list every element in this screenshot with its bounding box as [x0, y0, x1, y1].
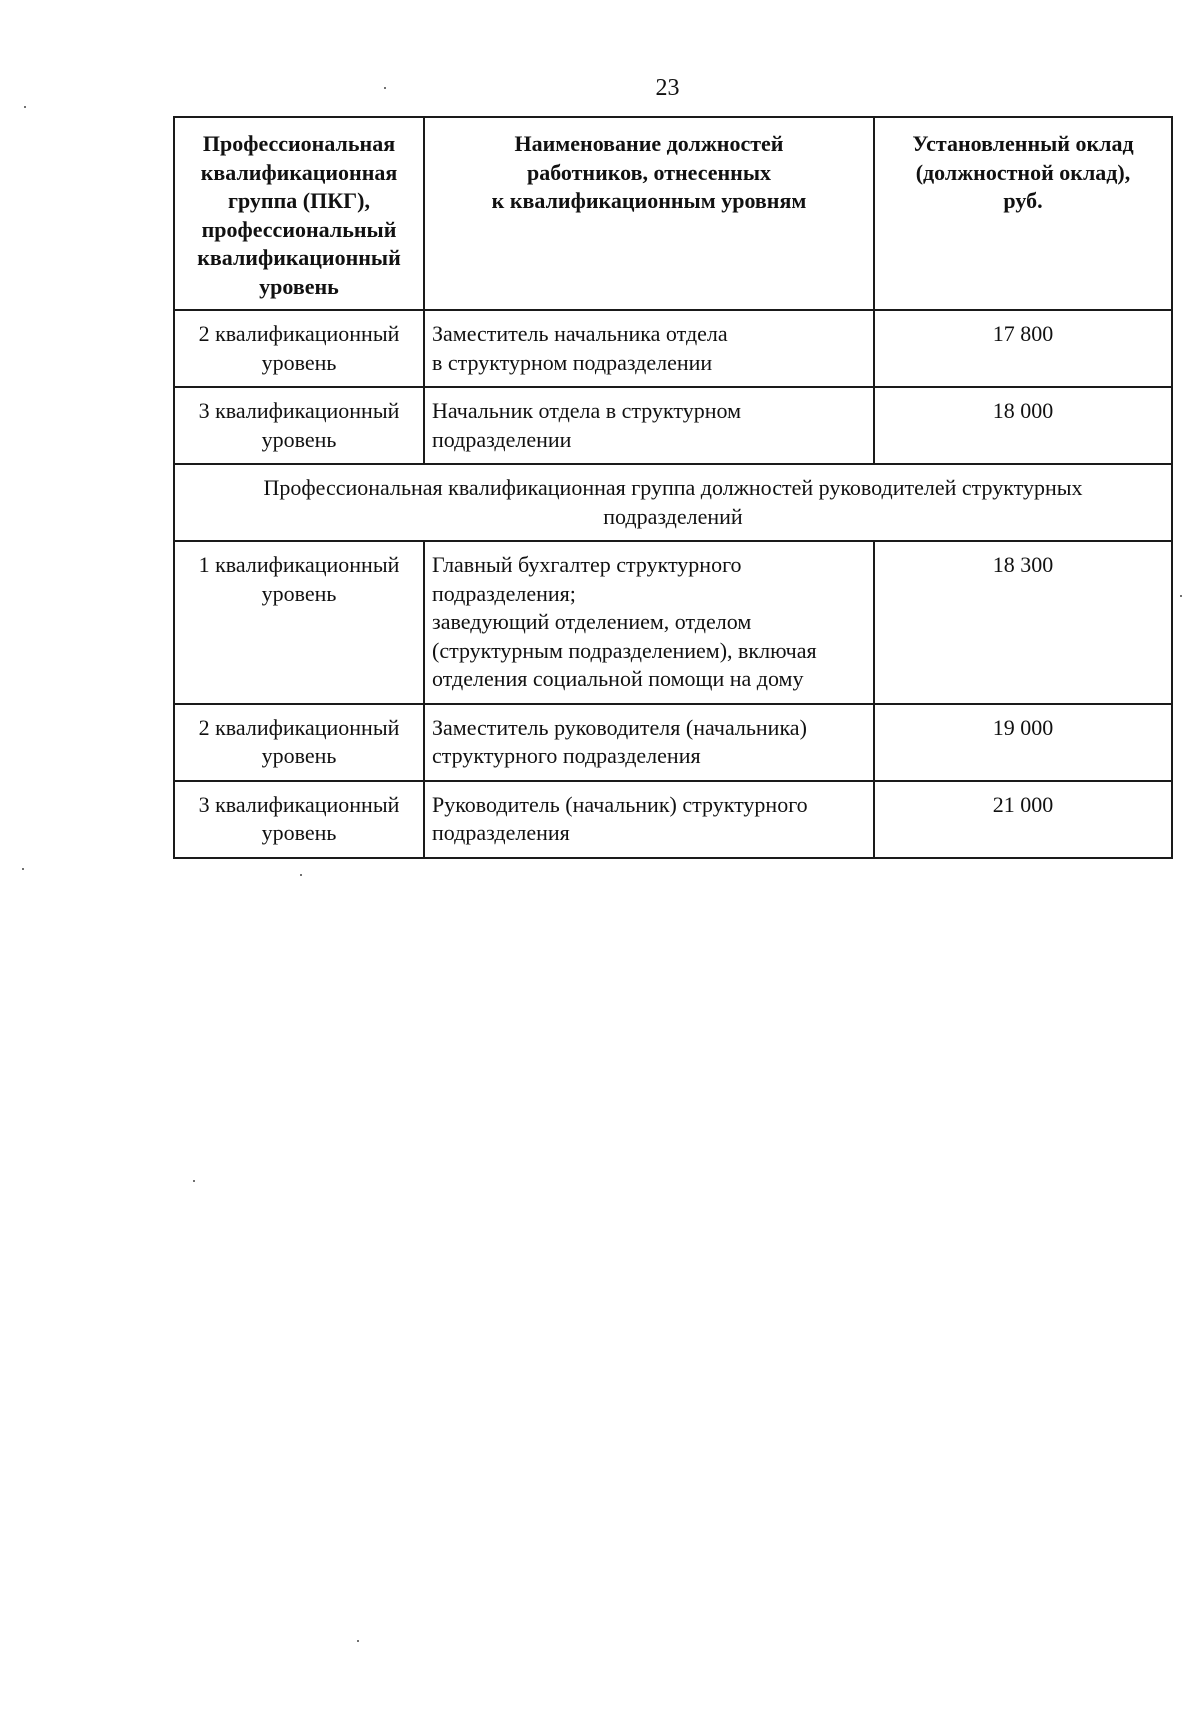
position-text: в структурном подразделении — [432, 349, 713, 375]
group-title-cell — [174, 464, 1172, 541]
level-text: уровень — [261, 580, 337, 606]
level-text: 1 квалификационный — [198, 552, 400, 577]
header-pkg-level — [174, 117, 424, 310]
positions-cell — [424, 541, 874, 704]
header-line: уровень — [259, 273, 339, 299]
scan-speck — [384, 87, 386, 89]
table-row — [174, 541, 1172, 704]
header-line: работников, отнесенных — [526, 159, 772, 185]
level-cell — [174, 541, 424, 704]
scan-speck — [24, 106, 26, 108]
positions-cell — [424, 781, 874, 858]
scan-speck — [357, 1640, 359, 1642]
positions-cell — [424, 310, 874, 387]
table-row — [174, 310, 1172, 387]
level-text: 3 квалификационный — [198, 791, 400, 817]
salary-cell: 21 000 — [874, 781, 1172, 858]
header-line: руб. — [1003, 188, 1043, 213]
level-text: 2 квалификационный — [198, 321, 400, 346]
header-line: Установленный оклад — [912, 131, 1134, 156]
positions-cell — [424, 387, 874, 464]
level-cell — [174, 310, 424, 387]
level-cell — [174, 704, 424, 781]
group-title-text: Профессиональная квалификационная группа должностей руководителей структурных — [263, 475, 1083, 500]
level-text: 3 квалификационный — [198, 398, 400, 423]
position-text: подразделения — [432, 820, 570, 845]
position-text: Руководитель (начальник) структурного — [432, 791, 808, 817]
position-text: Начальник отдела в структурном — [432, 398, 742, 423]
position-text: подразделении — [432, 426, 572, 452]
salary-cell: 17 800 — [874, 310, 1172, 387]
salary-cell: 18 300 — [874, 541, 1172, 704]
position-text: Главный бухгалтер структурного — [432, 552, 742, 577]
level-text: уровень — [261, 743, 337, 768]
scan-speck — [1180, 595, 1182, 597]
header-position-names — [424, 117, 874, 310]
level-cell — [174, 781, 424, 858]
header-salary — [874, 117, 1172, 310]
position-text: отделения социальной помощи на дому — [432, 666, 804, 691]
scan-speck — [22, 868, 24, 870]
page-number: 23 — [655, 75, 680, 101]
header-line: квалификационный — [197, 245, 401, 270]
header-line: Профессиональная — [202, 131, 396, 156]
position-text: (структурным подразделением), включая — [432, 637, 817, 663]
group-title-text: подразделений — [603, 503, 743, 529]
header-line: к квалификационным уровням — [491, 188, 807, 213]
table-row — [174, 781, 1172, 858]
header-line: (должностной оклад), — [915, 159, 1131, 185]
position-text: структурного подразделения — [432, 743, 701, 768]
level-cell — [174, 387, 424, 464]
level-text: 2 квалификационный — [198, 714, 400, 740]
salary-cell: 18 000 — [874, 387, 1172, 464]
group-title-row — [174, 464, 1172, 541]
position-text: Заместитель руководителя (начальника) — [432, 714, 807, 740]
table-row — [174, 704, 1172, 781]
header-line: квалификационная — [200, 159, 398, 185]
level-text: уровень — [261, 349, 337, 375]
header-line: Наименование должностей — [514, 131, 784, 156]
salary-cell: 19 000 — [874, 704, 1172, 781]
positions-cell — [424, 704, 874, 781]
position-text: заведующий отделением, отделом — [432, 609, 752, 634]
scan-speck — [193, 1180, 195, 1182]
scan-speck — [300, 874, 302, 876]
level-text: уровень — [261, 820, 337, 845]
table-row — [174, 387, 1172, 464]
salary-table — [173, 116, 1173, 859]
header-line: профессиональный — [201, 216, 397, 242]
header-line: группа (ПКГ), — [227, 188, 370, 213]
level-text: уровень — [261, 426, 337, 452]
table-header-row — [174, 117, 1172, 310]
position-text: подразделения; — [432, 580, 576, 606]
position-text: Заместитель начальника отдела — [432, 321, 728, 346]
